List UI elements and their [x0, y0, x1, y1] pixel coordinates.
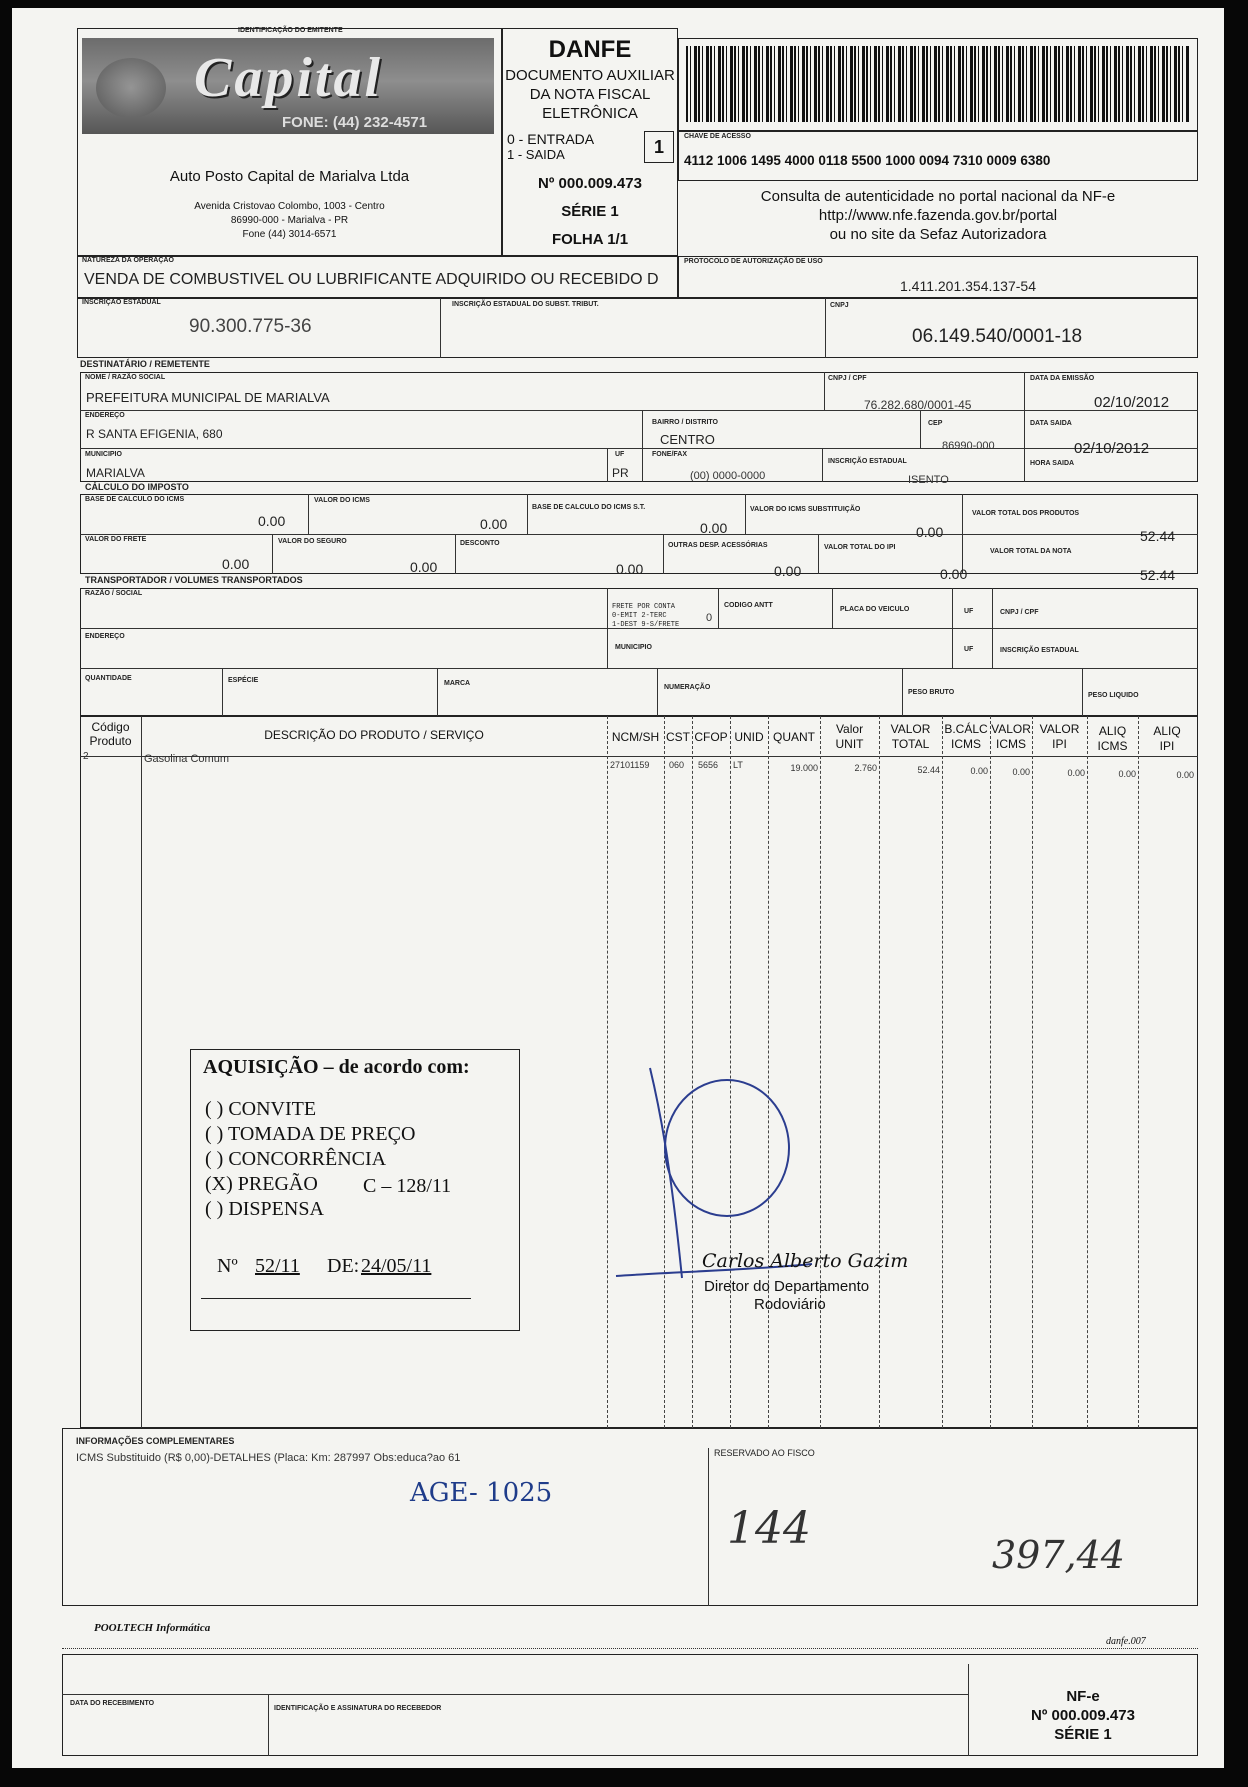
chave-value: 4112 1006 1495 4000 0118 5500 1000 0094 7310 0009 6380: [684, 153, 1051, 168]
municipio-label: MUNICIPIO: [85, 451, 122, 458]
outras-label: OUTRAS DESP. ACESSÓRIAS: [668, 542, 768, 549]
transportador-label: TRANSPORTADOR / VOLUMES TRANSPORTADOS: [85, 575, 303, 585]
desconto-label: DESCONTO: [460, 540, 500, 547]
stamp-opt-dispensa: ( ) DISPENSA: [205, 1198, 324, 1220]
col-codigo-1: Código: [91, 720, 130, 734]
bc-st-value: 0.00: [700, 520, 728, 536]
inscricao-label: INSCRIÇÃO ESTADUAL: [82, 299, 161, 306]
handwritten-age: AGE- 1025: [410, 1478, 553, 1508]
cnpj-emitente-value: 06.149.540/0001-18: [912, 326, 1083, 347]
natureza-value: VENDA DE COMBUSTIVEL OU LUBRIFICANTE ADQUIRIDO OU RECEBIDO D: [84, 271, 659, 288]
danfe-tipo: 1: [644, 131, 674, 163]
stamp-num-label: Nº: [217, 1255, 238, 1277]
stamp-title: AQUISIÇÃO – de acordo com:: [203, 1056, 470, 1078]
uf-label: UF: [615, 451, 625, 458]
protocolo-value: 1.411.201.354.137-54: [900, 278, 1036, 294]
ipi-value: 0.00: [940, 566, 968, 582]
frete-value: 0.00: [222, 556, 250, 572]
recibo-numero: Nº 000.009.473: [1031, 1707, 1135, 1724]
col-aipi-2: IPI: [1159, 739, 1175, 753]
bc-st-label: BASE DE CALCULO DO ICMS S.T.: [532, 504, 646, 511]
frete-label: VALOR DO FRETE: [85, 536, 147, 543]
transp-cnpj-label: CNPJ / CPF: [1000, 609, 1039, 616]
col-quant: QUANT: [773, 730, 815, 744]
v-icms-value: 0.00: [480, 516, 508, 532]
col-vtotal-1: VALOR: [890, 722, 931, 736]
stamp-de-value: 24/05/11: [361, 1255, 432, 1277]
stamp-opt-tomada: ( ) TOMADA DE PREÇO: [205, 1123, 416, 1145]
ipi-label: VALOR TOTAL DO IPI: [824, 544, 896, 551]
col-cfop: CFOP: [694, 730, 728, 744]
row-vipi: 0.00: [1067, 768, 1085, 778]
bairro-label: BAIRRO / DISTRITO: [652, 419, 718, 426]
emitente-phone: Fone (44) 3014-6571: [242, 229, 337, 240]
row-descricao: Gasolina Comum: [144, 753, 229, 765]
saida-label: DATA SAIDA: [1030, 420, 1072, 427]
danfe-sheet: [12, 8, 1224, 1768]
consulta-line-2: http://www.nfe.fazenda.gov.br/portal: [818, 207, 1058, 224]
col-aicms-2: ICMS: [1097, 739, 1128, 753]
row-unid: LT: [733, 760, 743, 770]
handwritten-total: 397,44: [992, 1533, 1125, 1577]
signature-role-1: Diretor do Departamento: [704, 1278, 870, 1295]
consulta-line-3: ou no site da Sefaz Autorizadora: [829, 226, 1047, 243]
endereco-value: R SANTA EFIGENIA, 680: [86, 427, 223, 441]
col-vunit-2: UNIT: [835, 737, 864, 751]
v-st-value: 0.00: [916, 524, 944, 540]
saida-value: 02/10/2012: [1074, 440, 1150, 457]
dest-ie-label: INSCRIÇÃO ESTADUAL: [828, 458, 907, 465]
form-code: danfe.007: [1106, 1636, 1146, 1647]
row-vtotal: 52.44: [917, 765, 940, 775]
row-aicms: 0.00: [1118, 769, 1136, 779]
transp-municipio-label: MUNICIPIO: [615, 644, 652, 651]
chave-label: CHAVE DE ACESSO: [684, 133, 751, 140]
grapes-icon: [96, 58, 166, 118]
emissao-label: DATA DA EMISSÃO: [1030, 375, 1095, 382]
municipio-value: MARIALVA: [86, 466, 145, 480]
danfe-entrada: 0 - ENTRADA: [507, 131, 595, 147]
danfe-subtitle-2: DA NOTA FISCAL: [529, 86, 651, 103]
especie-label: ESPÉCIE: [228, 677, 259, 684]
info-label: INFORMAÇÕES COMPLEMENTARES: [76, 1436, 235, 1446]
inscricao-value: 90.300.775-36: [189, 316, 312, 337]
col-ncm: NCM/SH: [611, 730, 660, 744]
col-aipi-1: ALIQ: [1153, 724, 1181, 738]
danfe-subtitle-1: DOCUMENTO AUXILIAR: [505, 67, 675, 84]
col-codigo-2: Produto: [89, 734, 132, 748]
col-bcicms-2: ICMS: [951, 737, 981, 751]
aquisicao-stamp: [190, 1049, 520, 1331]
dest-ie-value: ISENTO: [908, 474, 949, 486]
col-vicms-2: ICMS: [996, 737, 1026, 751]
numeracao-label: NUMERAÇÃO: [664, 684, 711, 691]
nota-label: VALOR TOTAL DA NOTA: [990, 548, 1072, 555]
nome-label: NOME / RAZÃO SOCIAL: [85, 374, 166, 381]
bruto-label: PESO BRUTO: [908, 689, 955, 696]
nota-value: 52.44: [1140, 567, 1176, 583]
row-vunit: 2.760: [854, 763, 877, 773]
v-icms-label: VALOR DO ICMS: [314, 497, 370, 504]
v-prod-value: 52.44: [1140, 528, 1176, 544]
bc-icms-value: 0.00: [258, 513, 286, 529]
signature-name: Carlos Alberto Gazim: [702, 1250, 909, 1272]
handwritten-144: 144: [727, 1503, 811, 1554]
col-vipi-2: IPI: [1052, 737, 1067, 751]
emitente-name: Auto Posto Capital de Marialva Ltda: [169, 168, 410, 185]
dest-cnpj-value: 76.282.680/0001-45: [864, 398, 972, 412]
cnpj-emitente-label: CNPJ: [830, 302, 849, 309]
row-quant: 19.000: [790, 763, 818, 773]
stamp-de-label: DE:: [327, 1255, 360, 1277]
recibo-nfe: NF-e: [1066, 1688, 1100, 1705]
subst-label: INSCRIÇÃO ESTADUAL DO SUBST. TRIBUT.: [452, 301, 599, 308]
col-vunit-1: Valor: [835, 722, 864, 736]
danfe-folha: FOLHA 1/1: [551, 231, 629, 248]
emitente-label: IDENTIFICAÇÃO DO EMITENTE: [238, 27, 343, 34]
imposto-label: CÁLCULO DO IMPOSTO: [85, 482, 189, 492]
placa-label: PLACA DO VEICULO: [840, 606, 910, 613]
v-prod-label: VALOR TOTAL DOS PRODUTOS: [972, 510, 1080, 517]
col-unid: UNID: [734, 730, 764, 744]
marca-label: MARCA: [444, 680, 471, 687]
emissao-value: 02/10/2012: [1094, 394, 1170, 411]
col-vipi-1: VALOR: [1039, 722, 1080, 736]
row-cst: 060: [669, 760, 685, 770]
row-ncm: 27101159: [610, 760, 650, 770]
assinatura-label: IDENTIFICAÇÃO E ASSINATURA DO RECEBEDOR: [274, 1705, 442, 1712]
danfe-subtitle-3: ELETRÔNICA: [542, 105, 638, 122]
col-aicms-1: ALIQ: [1098, 724, 1127, 738]
stamp-num-value: 52/11: [255, 1255, 300, 1277]
uf-value: PR: [612, 466, 629, 480]
nome-value: PREFEITURA MUNICIPAL DE MARIALVA: [86, 390, 330, 405]
barcode: [686, 46, 1190, 122]
recebimento-label: DATA DO RECEBIMENTO: [70, 1700, 155, 1707]
emitente-address: Avenida Cristovao Colombo, 1003 - Centro: [194, 201, 385, 212]
endereco-label: ENDEREÇO: [85, 412, 125, 419]
consulta-line-1: Consulta de autenticidade no portal nacional da NF-e: [760, 188, 1116, 205]
signature-role-2: Rodoviário: [754, 1296, 826, 1313]
antt-label: CODIGO ANTT: [724, 602, 773, 609]
frete-conta-line-3: 1-DEST 9-S/FRETE: [612, 621, 680, 629]
logo-text: Capital: [194, 47, 384, 109]
col-bcicms-1: B.CÁLC: [944, 722, 988, 736]
info-text: ICMS Substituido (R$ 0,00)-DETALHES (Placa: Km: 287997 Obs:educa?ao 61: [76, 1452, 461, 1464]
logo-phone: FONE: (44) 232-4571: [282, 114, 428, 131]
seguro-label: VALOR DO SEGURO: [278, 538, 347, 545]
desconto-value: 0.00: [616, 561, 644, 577]
v-st-label: VALOR DO ICMS SUBSTITUIÇÃO: [750, 506, 861, 513]
frete-conta-value: 0: [706, 612, 713, 624]
liquido-label: PESO LIQUIDO: [1088, 692, 1139, 699]
row-aipi: 0.00: [1176, 770, 1194, 780]
row-bcicms: 0.00: [970, 766, 988, 776]
col-vtotal-2: TOTAL: [891, 737, 930, 751]
col-vicms-1: VALOR: [991, 722, 1031, 736]
razao-label: RAZÃO / SOCIAL: [85, 590, 143, 597]
col-descricao: DESCRIÇÃO DO PRODUTO / SERVIÇO: [264, 728, 484, 742]
cep-label: CEP: [928, 420, 943, 427]
protocolo-label: PROTOCOLO DE AUTORIZAÇÃO DE USO: [684, 258, 823, 265]
transp-uf-label: UF: [964, 608, 974, 615]
cep-value: 86990-000: [942, 440, 995, 452]
dest-cnpj-label: CNPJ / CPF: [828, 375, 867, 382]
emitente-city: 86990-000 - Marialva - PR: [230, 215, 349, 226]
destinatario-label: DESTINATÁRIO / REMETENTE: [80, 359, 210, 369]
danfe-saida: 1 - SAIDA: [507, 147, 565, 162]
hora-label: HORA SAIDA: [1030, 460, 1075, 467]
danfe-serie: SÉRIE 1: [561, 203, 619, 220]
danfe-numero: Nº 000.009.473: [538, 175, 642, 192]
recibo-serie: SÉRIE 1: [1054, 1726, 1112, 1743]
danfe-title: DANFE: [548, 36, 632, 63]
stamp-opt-pregao: (X) PREGÃO: [205, 1173, 318, 1195]
outras-value: 0.00: [774, 563, 802, 579]
row-codigo: 2: [83, 751, 89, 762]
natureza-label: NATUREZA DA OPERAÇÃO: [82, 257, 174, 264]
row-vicms: 0.00: [1012, 767, 1030, 777]
col-cst: CST: [666, 730, 690, 744]
stamp-opt-concorrencia: ( ) CONCORRÊNCIA: [205, 1148, 387, 1170]
fone-label: FONE/FAX: [652, 451, 688, 458]
transp-uf2-label: UF: [964, 646, 974, 653]
bairro-value: CENTRO: [660, 432, 715, 447]
stamp-pregao-ref: C – 128/11: [363, 1175, 452, 1197]
bc-icms-label: BASE DE CALCULO DO ICMS: [85, 496, 185, 503]
qtd-label: QUANTIDADE: [85, 675, 132, 682]
fisco-label: RESERVADO AO FISCO: [714, 1448, 815, 1458]
frete-conta-line-1: FRETE POR CONTA: [612, 603, 676, 611]
row-cfop: 5656: [698, 760, 719, 770]
transp-endereco-label: ENDEREÇO: [85, 633, 125, 640]
fone-value: (00) 0000-0000: [690, 470, 766, 482]
vendor-name: POOLTECH Informática: [94, 1622, 211, 1634]
stamp-opt-convite: ( ) CONVITE: [205, 1098, 317, 1120]
transp-ie-label: INSCRIÇÃO ESTADUAL: [1000, 647, 1079, 654]
frete-conta-line-2: 0-EMIT 2-TERC: [612, 612, 667, 620]
company-logo: [82, 38, 494, 134]
seguro-value: 0.00: [410, 559, 438, 575]
